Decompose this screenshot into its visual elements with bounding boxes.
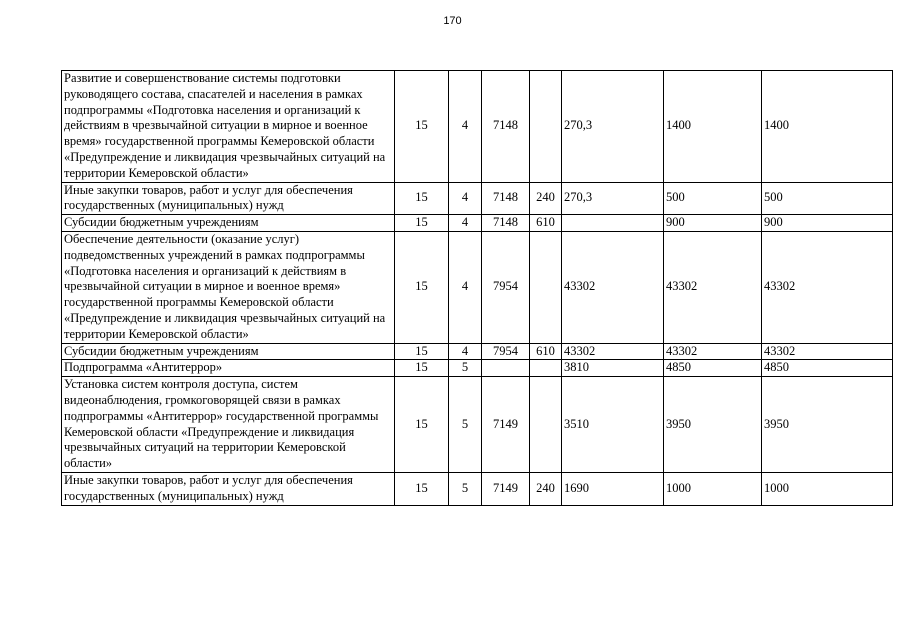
amount-year2-cell: 900 [664, 215, 762, 232]
expense-type-cell [530, 71, 562, 183]
subsection-code-cell: 4 [449, 71, 482, 183]
target-item-cell: 7149 [482, 472, 530, 505]
section-code-cell: 15 [395, 231, 449, 343]
row-name-cell: Иные закупки товаров, работ и услуг для обеспечения государственных (муниципальных) нужд [62, 182, 395, 215]
expense-type-cell: 240 [530, 182, 562, 215]
amount-year3-cell: 43302 [762, 231, 893, 343]
amount-year2-cell: 4850 [664, 360, 762, 377]
amount-year1-cell: 270,3 [562, 71, 664, 183]
row-name-cell: Субсидии бюджетным учреждениям [62, 215, 395, 232]
amount-year1-cell: 270,3 [562, 182, 664, 215]
target-item-cell: 7149 [482, 377, 530, 473]
table-row [62, 472, 893, 505]
target-item-cell: 7954 [482, 343, 530, 360]
amount-year3-cell: 4850 [762, 360, 893, 377]
table-row [62, 71, 893, 183]
target-item-cell: 7954 [482, 231, 530, 343]
amount-year1-cell: 43302 [562, 231, 664, 343]
amount-year1-cell: 1690 [562, 472, 664, 505]
subsection-code-cell: 5 [449, 377, 482, 473]
subsection-code-cell: 4 [449, 182, 482, 215]
amount-year1-cell: 3810 [562, 360, 664, 377]
amount-year2-cell: 43302 [664, 231, 762, 343]
budget-table [61, 70, 893, 506]
expense-type-cell: 610 [530, 215, 562, 232]
amount-year3-cell: 1400 [762, 71, 893, 183]
amount-year2-cell: 43302 [664, 343, 762, 360]
amount-year3-cell: 900 [762, 215, 893, 232]
expense-type-cell [530, 231, 562, 343]
table-row [62, 343, 893, 360]
section-code-cell: 15 [395, 71, 449, 183]
amount-year1-cell: 3510 [562, 377, 664, 473]
table-row [62, 182, 893, 215]
row-name-cell: Установка систем контроля доступа, систем видеонаблюдения, громкоговорящей связи в рамках подпрограммы «Антитеррор» государственной программы Кемеровской области «Предупреждение и ликвидация чрезвычайных ситуаций на территории Кемеровской области» [62, 377, 395, 473]
subsection-code-cell: 4 [449, 215, 482, 232]
amount-year3-cell: 43302 [762, 343, 893, 360]
amount-year2-cell: 3950 [664, 377, 762, 473]
page-number: 170 [443, 15, 462, 27]
amount-year2-cell: 500 [664, 182, 762, 215]
expense-type-cell [530, 360, 562, 377]
subsection-code-cell: 4 [449, 231, 482, 343]
expense-type-cell: 610 [530, 343, 562, 360]
target-item-cell: 7148 [482, 71, 530, 183]
row-name-cell: Иные закупки товаров, работ и услуг для обеспечения государственных (муниципальных) нужд [62, 472, 395, 505]
row-name-cell: Субсидии бюджетным учреждениям [62, 343, 395, 360]
amount-year2-cell: 1400 [664, 71, 762, 183]
amount-year3-cell: 1000 [762, 472, 893, 505]
amount-year3-cell: 3950 [762, 377, 893, 473]
target-item-cell [482, 360, 530, 377]
section-code-cell: 15 [395, 343, 449, 360]
subsection-code-cell: 5 [449, 360, 482, 377]
target-item-cell: 7148 [482, 182, 530, 215]
subsection-code-cell: 5 [449, 472, 482, 505]
expense-type-cell: 240 [530, 472, 562, 505]
table-row [62, 231, 893, 343]
row-name-cell: Развитие и совершенствование системы подготовки руководящего состава, спасателей и населения в рамках подпрограммы «Подготовка населения и организаций к действиям в чрезвычайной ситуации в мирное и военное время» государственной программы Кемеровской области «Предупреждение и ликвидация чрезвычайных ситуаций на территории Кемеровской области» [62, 71, 395, 183]
amount-year2-cell: 1000 [664, 472, 762, 505]
subsection-code-cell: 4 [449, 343, 482, 360]
amount-year1-cell: 43302 [562, 343, 664, 360]
budget-table-body [62, 71, 893, 506]
table-row [62, 215, 893, 232]
amount-year3-cell: 500 [762, 182, 893, 215]
section-code-cell: 15 [395, 360, 449, 377]
expense-type-cell [530, 377, 562, 473]
section-code-cell: 15 [395, 472, 449, 505]
target-item-cell: 7148 [482, 215, 530, 232]
table-row [62, 360, 893, 377]
row-name-cell: Обеспечение деятельности (оказание услуг) подведомственных учреждений в рамках подпрограммы «Подготовка населения и организаций к действиям в чрезвычайной ситуации в мирное и военное время» государственной программы Кемеровской области «Предупреждение и ликвидация чрезвычайных ситуаций на территории Кемеровской области» [62, 231, 395, 343]
amount-year1-cell [562, 215, 664, 232]
table-row [62, 377, 893, 473]
section-code-cell: 15 [395, 377, 449, 473]
section-code-cell: 15 [395, 215, 449, 232]
row-name-cell: Подпрограмма «Антитеррор» [62, 360, 395, 377]
section-code-cell: 15 [395, 182, 449, 215]
